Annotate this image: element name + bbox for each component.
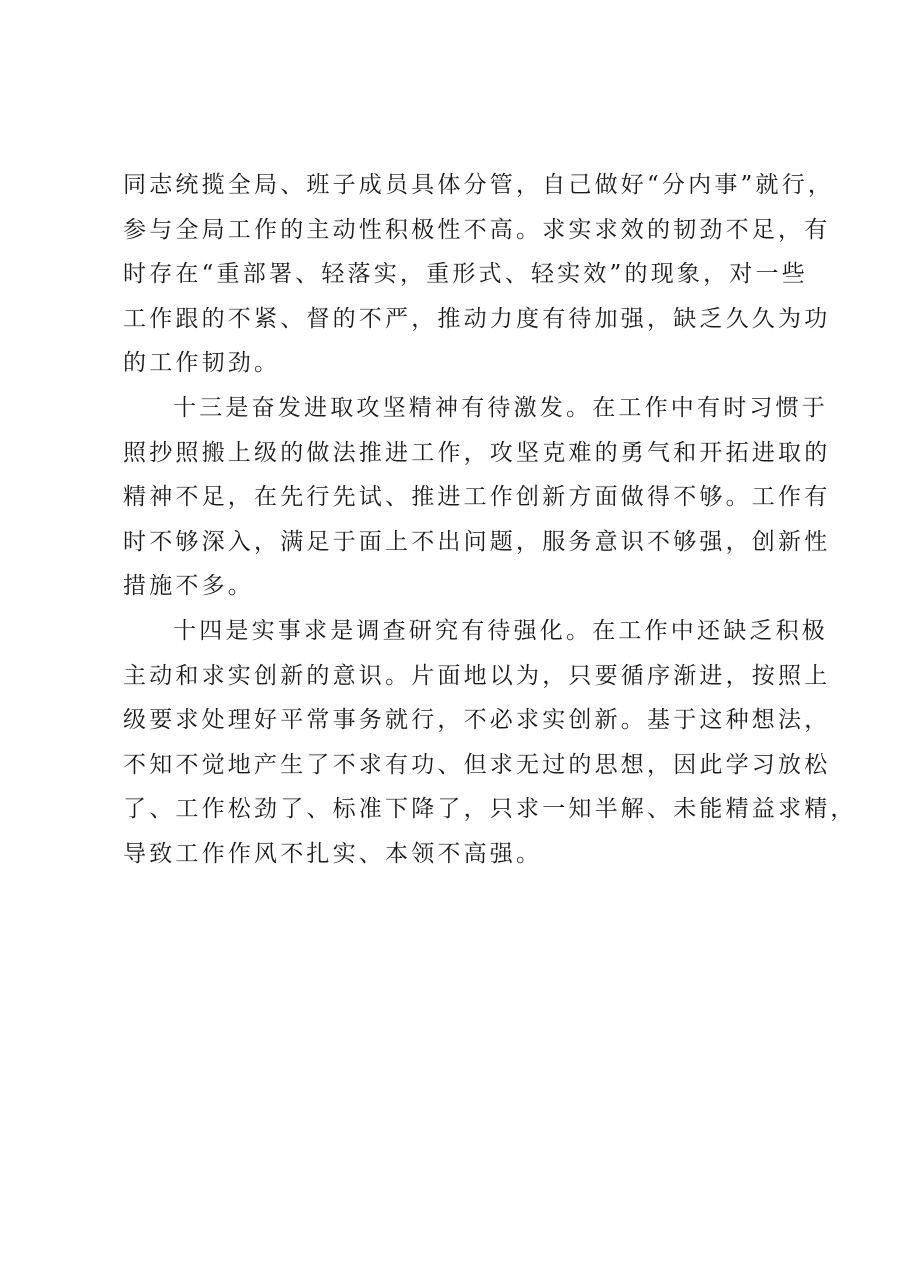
text-line: 的工作韧劲。	[123, 350, 281, 377]
text-line: 时不够深入，满足于面上不出问题，服务意识不够强，创新性	[123, 528, 831, 555]
text-line: 了、工作松劲了、标准下降了，只求一知半解、未能精益求精，	[123, 796, 857, 823]
text-line: 照抄照搬上级的做法推进工作，攻坚克难的勇气和开拓进取的	[123, 439, 831, 466]
paragraph-item-14	[123, 609, 857, 877]
text-line: 时存在“重部署、轻落实，重形式、轻实效”的现象，对一些	[123, 261, 808, 288]
text-line: 参与全局工作的主动性积极性不高。求实求效的韧劲不足，有	[123, 216, 831, 243]
text-line: 导致工作作风不扎实、本领不高强。	[123, 840, 543, 867]
text-line: 同志统揽全局、班子成员具体分管，自己做好“分内事”就行，	[123, 172, 835, 198]
text-line: 工作跟的不紧、督的不严，推动力度有待加强，缺乏久久为功	[123, 305, 831, 332]
text-line: 十四是实事求是调查研究有待强化。在工作中还缺乏积极	[173, 617, 828, 644]
paragraph-item-13	[123, 386, 831, 609]
text-line: 精神不足，在先行先试、推进工作创新方面做得不够。工作有	[123, 484, 831, 511]
text-line: 十三是奋发进取攻坚精神有待激发。在工作中有时习惯于	[173, 394, 828, 421]
text-line: 级要求处理好平常事务就行，不必求实创新。基于这种想法，	[123, 707, 831, 734]
text-line: 主动和求实创新的意识。片面地以为，只要循序渐进，按照上	[123, 662, 831, 689]
text-line: 不知不觉地产生了不求有功、但求无过的思想，因此学习放松	[123, 751, 831, 778]
text-line: 措施不多。	[123, 573, 254, 600]
paragraph-continuation	[123, 163, 835, 386]
document-body	[123, 163, 857, 877]
